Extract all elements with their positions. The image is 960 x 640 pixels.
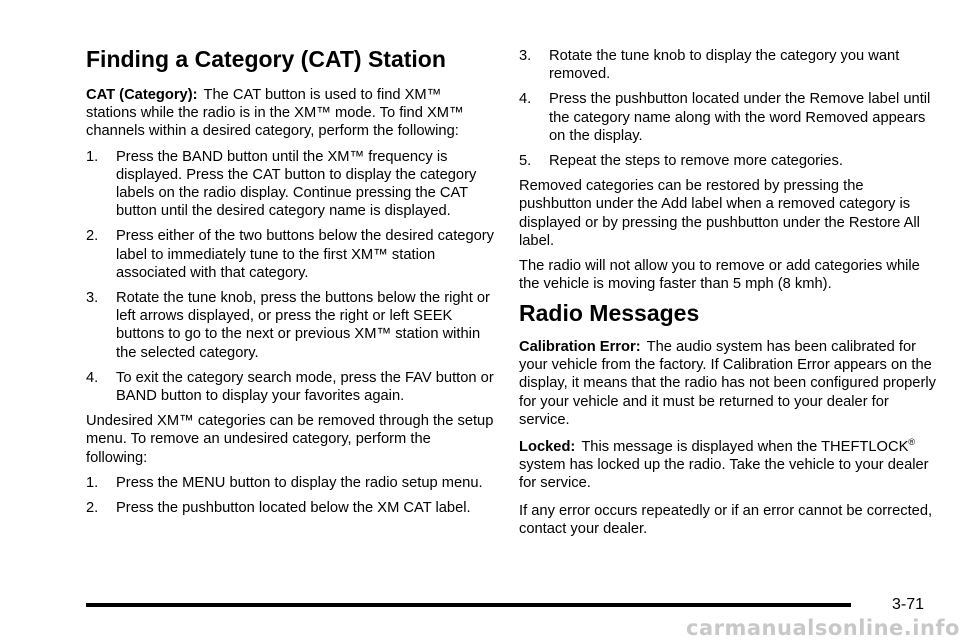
locked-text-a: This message is displayed when the THEFTLOCK xyxy=(581,439,909,456)
step-text: To exit the category search mode, press the FAV button or BAND button to display your favorites again. xyxy=(116,369,494,405)
radio-messages-body xyxy=(519,338,939,538)
remove-steps-list-b xyxy=(519,47,939,170)
step-number: 4. xyxy=(86,369,99,386)
locked-paragraph xyxy=(519,438,939,493)
calibration-lead: Calibration Error: xyxy=(519,339,641,355)
cat-paragraph xyxy=(86,86,496,141)
step-text: Repeat the steps to remove more categories. xyxy=(549,153,843,170)
step-number: 2. xyxy=(86,500,99,517)
remove-steps-list-a xyxy=(86,474,496,517)
registered-mark: ® xyxy=(908,437,916,448)
right-column xyxy=(519,47,939,293)
step-number: 3. xyxy=(519,48,532,64)
list-item xyxy=(519,152,939,170)
step-text: Rotate the tune knob to display the category you want removed. xyxy=(549,48,900,83)
watermark: carmanualsonline.info xyxy=(686,616,960,640)
list-item xyxy=(519,90,939,145)
cat-lead: CAT (Category): xyxy=(86,87,198,103)
list-item xyxy=(86,148,496,221)
cat-text: The CAT button is used to find XM™ stations while the radio is in the XM™ mode. To find XM™ channels within a desired category, perform the following: xyxy=(86,87,464,140)
list-item xyxy=(86,474,496,492)
footer-rule xyxy=(86,603,851,607)
list-item xyxy=(519,47,939,83)
step-number: 2. xyxy=(86,228,99,245)
speed-paragraph: The radio will not allow you to remove or add categories while the vehicle is moving faster than 5 mph (8 kmh). xyxy=(519,258,920,293)
list-item xyxy=(86,289,496,362)
step-number: 5. xyxy=(519,153,532,170)
calibration-paragraph xyxy=(519,338,939,429)
step-text: Press either of the two buttons below the desired category label to immediately tune to the first XM™ station associated with that category. xyxy=(116,228,495,281)
calibration-text: The audio system has been calibrated for your vehicle from the factory. If Calibration Error appears on the display, it means that the radio has not been configured properly for your vehicle and it must be returned to your dealer for service. xyxy=(519,339,936,428)
page-number: 3-71 xyxy=(892,596,925,613)
step-number: 4. xyxy=(519,91,532,108)
list-item xyxy=(86,227,496,282)
list-item xyxy=(86,499,496,517)
step-text: Press the pushbutton located below the XM CAT label. xyxy=(116,500,471,517)
locked-lead: Locked: xyxy=(519,439,576,456)
remove-intro-paragraph: Undesired XM™ categories can be removed through the setup menu. To remove an undesired category, perform the following: xyxy=(86,413,494,466)
step-number: 3. xyxy=(86,290,99,307)
step-text: Rotate the tune knob, press the buttons below the right or left arrows displayed, or press the right or left SEEK buttons to go to the next or previous XM™ station within the selected category. xyxy=(116,290,490,361)
step-text: Press the MENU button to display the radio setup menu. xyxy=(116,474,483,491)
locked-text-b: system has locked up the radio. Take the vehicle to your dealer for service. xyxy=(519,457,929,492)
cat-steps-list xyxy=(86,148,496,406)
left-column xyxy=(86,86,496,524)
restore-paragraph: Removed categories can be restored by pressing the pushbutton under the Add label when a removed category is displayed or by pressing the pushbutton under the Restore All label. xyxy=(519,178,920,249)
section-title-radio-messages: Radio Messages xyxy=(519,300,700,326)
step-number: 1. xyxy=(86,474,99,491)
section-title-cat-station: Finding a Category (CAT) Station xyxy=(86,46,446,72)
step-text: Press the pushbutton located under the Remove label until the category name along with the word Removed appears on the display. xyxy=(549,91,931,144)
error-paragraph: If any error occurs repeatedly or if an error cannot be corrected, contact your dealer. xyxy=(519,502,933,537)
step-number: 1. xyxy=(86,148,99,165)
list-item xyxy=(86,369,496,405)
step-text: Press the BAND button until the XM™ frequency is displayed. Press the CAT button to display the category labels on the radio display. Continue pressing the CAT button until the desired category name is displayed. xyxy=(116,148,477,220)
